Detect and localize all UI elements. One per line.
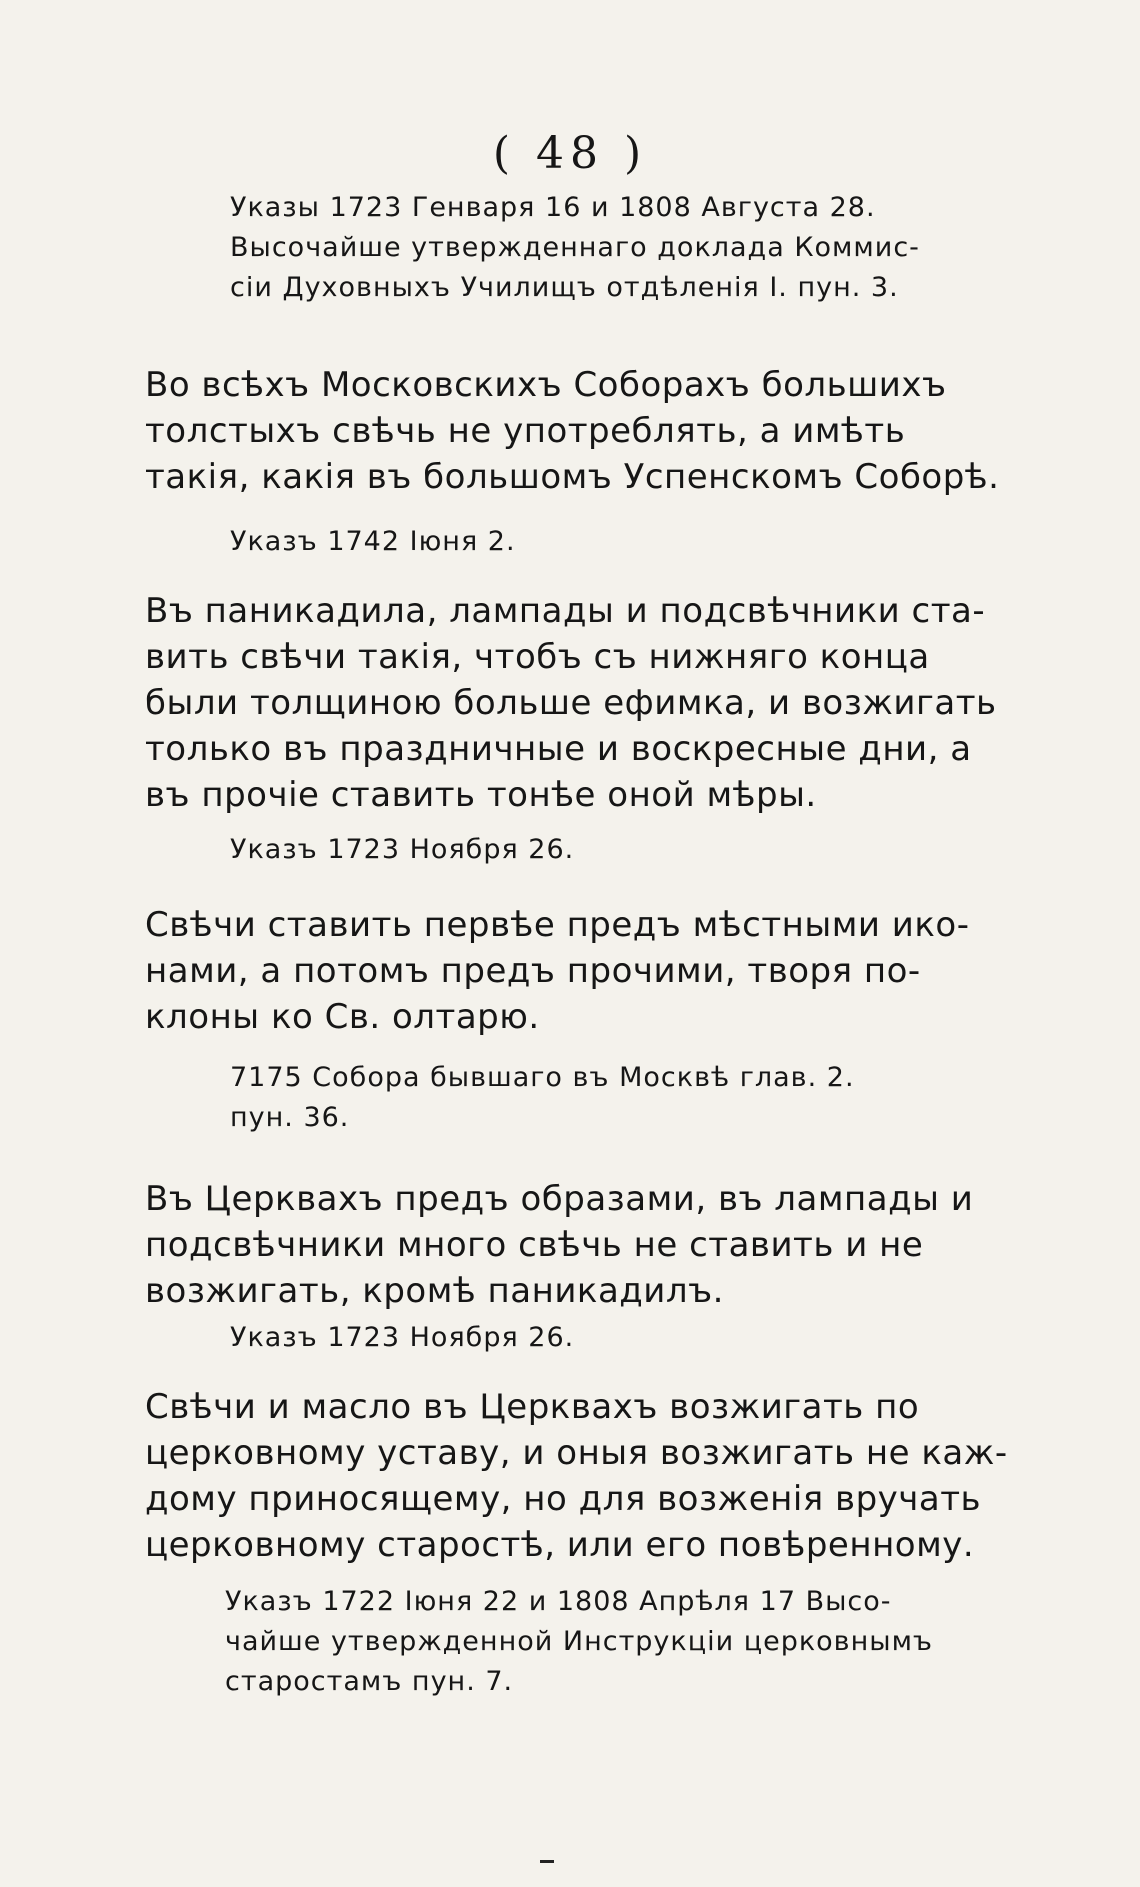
paragraph-line: клоны ко Св. олтарю. <box>145 997 540 1037</box>
citation-block <box>230 188 1050 308</box>
print-mark <box>540 1860 554 1863</box>
citation-line: Указъ 1722 Іюня 22 и 1808 Апрѣля 17 Высо- <box>225 1586 892 1617</box>
paragraph-line: дому приносящему, но для возженія вручать <box>145 1479 982 1519</box>
paragraph-line: были толщиною больше ефимка, и возжигать <box>145 683 997 723</box>
paragraph-line: Свѣчи и масло въ Церквахъ возжигать по <box>145 1387 920 1427</box>
citation-block <box>230 830 1050 870</box>
page-number: ( 48 ) <box>492 128 648 179</box>
paragraph-line: Въ Церквахъ предъ образами, въ лампады и <box>145 1179 974 1219</box>
citation-block <box>230 1058 1050 1138</box>
rule-paragraph <box>145 902 1045 1040</box>
citation-line: сіи Духовныхъ Училищъ отдѣленія I. пун. 3. <box>230 272 899 303</box>
paragraph-line: Свѣчи ставить первѣе предъ мѣстными ико- <box>145 905 970 945</box>
citation-line: старостамъ пун. 7. <box>225 1666 514 1697</box>
paragraph-line: нами, а потомъ предъ прочими, творя по- <box>145 951 921 991</box>
citation-line: пун. 36. <box>230 1102 350 1133</box>
citation-line: Указъ 1742 Іюня 2. <box>230 526 516 557</box>
citation-block <box>230 1318 1050 1358</box>
paragraph-line: Во всѣхъ Московскихъ Соборахъ большихъ <box>145 365 947 405</box>
rule-paragraph <box>145 1384 1045 1568</box>
citation-line: Указъ 1723 Ноября 26. <box>230 1322 575 1353</box>
paragraph-line: возжигать, кромѣ паникадилъ. <box>145 1271 724 1311</box>
citation-line: Высочайше утвержденнаго доклада Коммис- <box>230 232 920 263</box>
paragraph-line: толстыхъ свѣчь не употреблять, а имѣть <box>145 411 906 451</box>
paragraph-line: такія, какія въ большомъ Успенскомъ Соборѣ. <box>145 457 1000 497</box>
citation-block <box>230 522 1050 562</box>
rule-paragraph <box>145 362 1045 500</box>
citation-line: Указы 1723 Генваря 16 и 1808 Августа 28. <box>230 192 876 223</box>
paragraph-line: въ прочіе ставить тонѣе оной мѣры. <box>145 775 817 815</box>
citation-block <box>225 1582 1055 1702</box>
rule-paragraph <box>145 1176 1045 1314</box>
paragraph-line: только въ праздничные и воскресные дни, а <box>145 729 972 769</box>
paragraph-line: церковному уставу, и оныя возжигать не каж- <box>145 1433 1008 1473</box>
citation-line: Указъ 1723 Ноября 26. <box>230 834 575 865</box>
paragraph-line: вить свѣчи такія, чтобъ съ нижняго конца <box>145 637 930 677</box>
citation-line: 7175 Собора бывшаго въ Москвѣ глав. 2. <box>230 1062 855 1093</box>
paragraph-line: Въ паникадила, лампады и подсвѣчники ста- <box>145 591 986 631</box>
paragraph-line: церковному старостѣ, или его повѣренному. <box>145 1525 975 1565</box>
paragraph-line: подсвѣчники много свѣчь не ставить и не <box>145 1225 924 1265</box>
citation-line: чайше утвержденной Инструкціи церковнымъ <box>225 1626 934 1657</box>
rule-paragraph <box>145 588 1045 818</box>
